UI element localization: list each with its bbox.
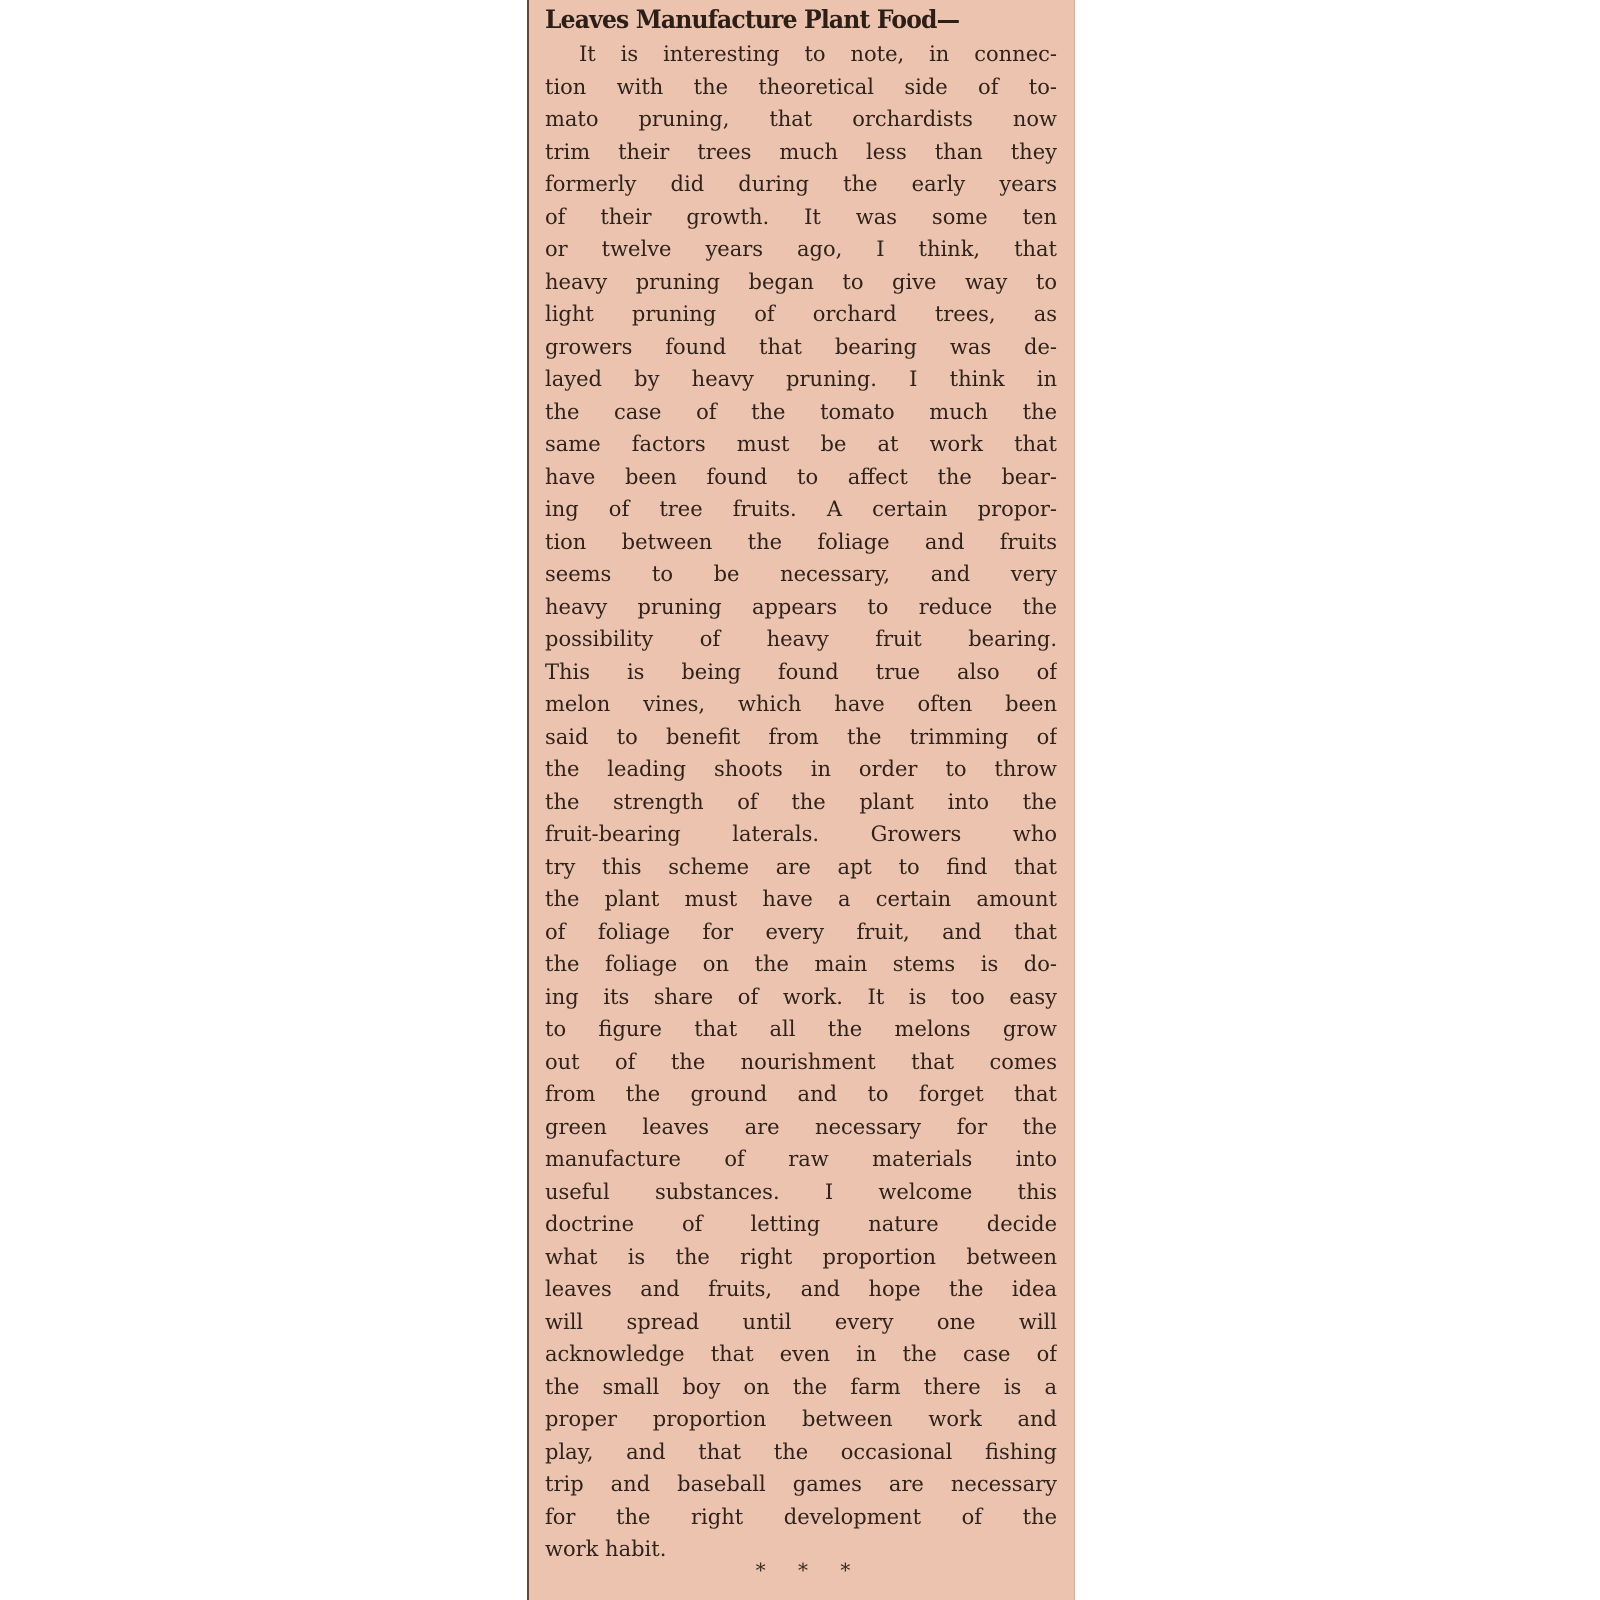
article-line: light pruning of orchard trees, as — [545, 302, 1057, 326]
article-line: the foliage on the main stems is do- — [545, 952, 1057, 976]
article-line: ing its share of work. It is too easy — [545, 984, 1057, 1009]
article-line: trip and baseball games are necessary — [545, 1472, 1057, 1496]
article-line: for the right development of the — [545, 1504, 1057, 1529]
article-line: manufacture of raw materials into — [545, 1147, 1057, 1171]
article-headline: Leaves Manufacture Plant Food— — [545, 5, 960, 35]
article-line: proper proportion between work and — [545, 1407, 1057, 1431]
article-line: ing of tree fruits. A certain propor- — [545, 497, 1057, 521]
article-line: trim their trees much less than they — [545, 139, 1057, 164]
article-line: play, and that the occasional fishing — [545, 1439, 1057, 1464]
article-line: said to benefit from the trimming of — [545, 724, 1057, 749]
article-line: of foliage for every fruit, and that — [545, 919, 1057, 944]
article-line: out of the nourishment that comes — [545, 1049, 1057, 1074]
article-line: have been found to affect the bear- — [545, 464, 1057, 489]
article-line: the strength of the plant into the — [545, 789, 1057, 814]
article-line: heavy pruning appears to reduce the — [545, 594, 1057, 619]
article-line: possibility of heavy fruit bearing. — [545, 627, 1057, 651]
article-line: This is being found true also of — [545, 659, 1057, 684]
article-body — [545, 38, 1057, 1566]
article-line: or twelve years ago, I think, that — [545, 237, 1057, 261]
article-line: try this scheme are apt to find that — [545, 854, 1057, 879]
article-line: heavy pruning began to give way to — [545, 269, 1057, 294]
article-line: to figure that all the melons grow — [545, 1017, 1057, 1041]
article-line: the small boy on the farm there is a — [545, 1374, 1057, 1399]
article-line: doctrine of letting nature decide — [545, 1212, 1057, 1236]
article-line: growers found that bearing was de- — [545, 334, 1057, 359]
article-line: will spread until every one will — [545, 1309, 1057, 1334]
newspaper-clipping — [527, 0, 1075, 1600]
article-line: layed by heavy pruning. I think in — [545, 367, 1057, 391]
article-line: of their growth. It was some ten — [545, 204, 1057, 229]
article-line: work habit. — [545, 1537, 667, 1561]
article-line: the plant must have a certain amount — [545, 887, 1057, 911]
article-line: green leaves are necessary for the — [545, 1114, 1057, 1139]
article-line: tion with the theoretical side of to- — [545, 74, 1057, 99]
article-line: the leading shoots in order to throw — [545, 757, 1057, 781]
article-line: useful substances. I welcome this — [545, 1179, 1057, 1204]
article-line: mato pruning, that orchardists now — [545, 107, 1057, 131]
article-line: leaves and fruits, and hope the idea — [545, 1277, 1057, 1301]
article — [545, 2, 1057, 1566]
article-line: the case of the tomato much the — [545, 399, 1057, 424]
article-line: what is the right proportion between — [545, 1244, 1057, 1269]
article-line: same factors must be at work that — [545, 432, 1057, 456]
article-line: fruit-bearing laterals. Growers who — [545, 822, 1057, 846]
article-line: melon vines, which have often been — [545, 692, 1057, 716]
article-line: seems to be necessary, and very — [545, 562, 1057, 586]
article-line: It is interesting to note, in connec- — [579, 42, 1057, 66]
article-line: tion between the foliage and fruits — [545, 529, 1057, 554]
article-line: acknowledge that even in the case of — [545, 1342, 1057, 1366]
article-line: from the ground and to forget that — [545, 1082, 1057, 1106]
section-ornament: * * * — [755, 1558, 851, 1582]
article-line: formerly did during the early years — [545, 172, 1057, 196]
